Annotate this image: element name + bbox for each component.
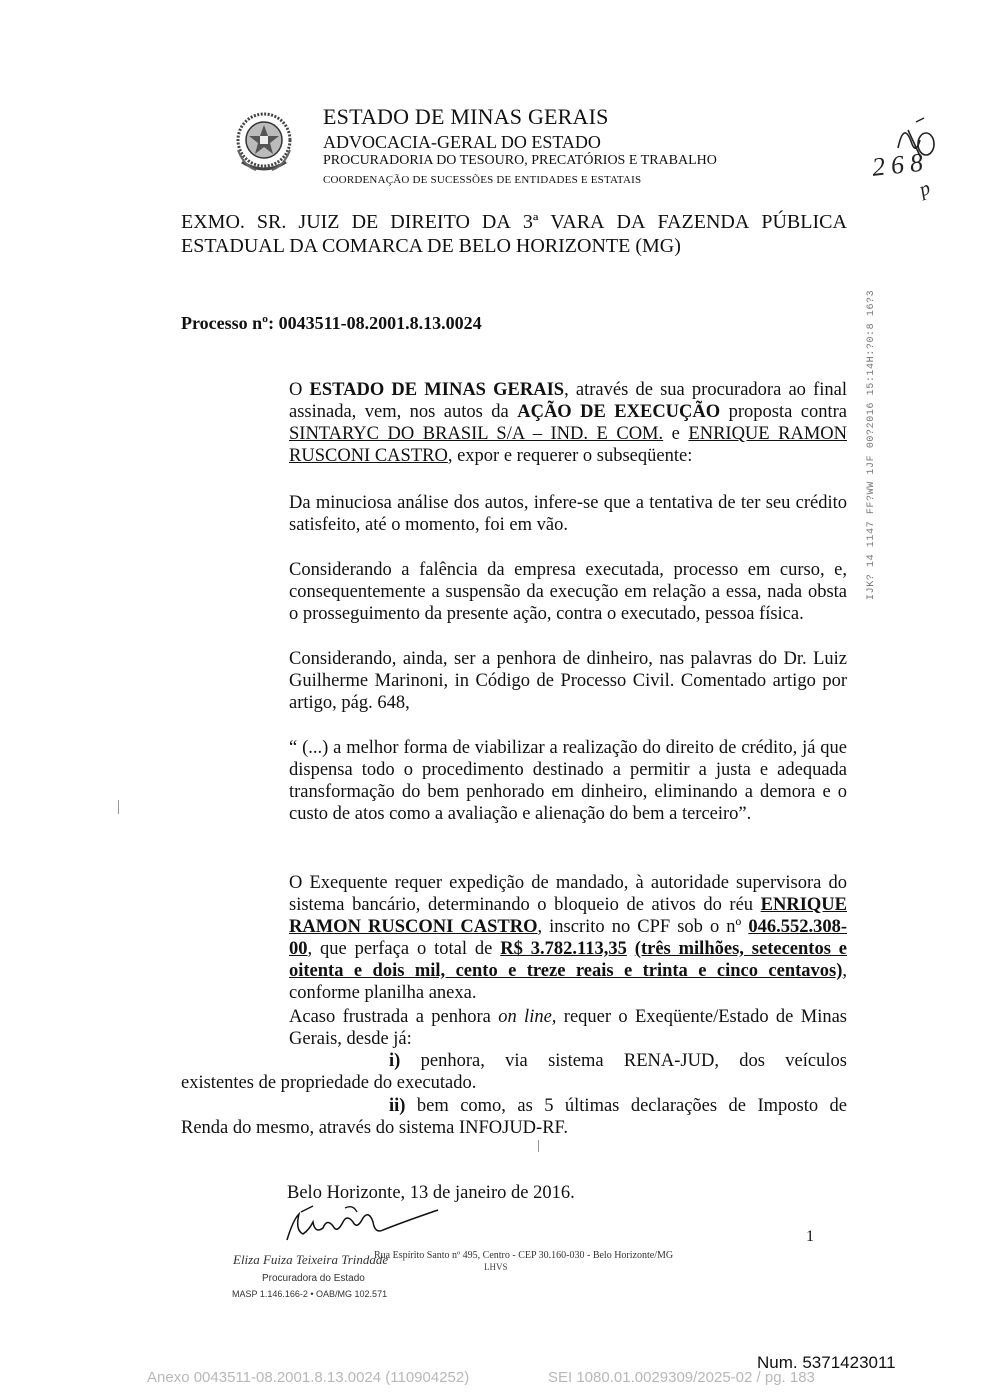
- scan-speck: [538, 1140, 539, 1152]
- paragraph-online-seizure: Acaso frustrada a penhora on line, requer o Exeqüente/Estado de Minas Gerais, desde já:: [289, 1007, 847, 1049]
- process-label: Processo nº:: [181, 313, 275, 333]
- amount-in-words: (três milhões, setecentos e oitenta e dois mil, cento e treze reais e trinta e cinco centavos): [289, 939, 848, 981]
- header-procuradoria: PROCURADORIA DO TESOURO, PRECATÓRIOS E TRABALHO: [323, 153, 717, 168]
- page-number: 1: [806, 1228, 814, 1245]
- paragraph-request: O Exequente requer expedição de mandado, à autoridade supervisora do sistema bancário, determinando o bloqueio de ativos do réu ENRIQUE RAMON RUSCONI CASTRO, inscrito no CPF sob o nº 046.552.308-00, que perfaça o total de R$ 3.782.113,35 (três milhões, setecentos e oitenta e dois mil, cento e treze reais e trinta e cinco centavos), conforme planilha anexa.: [289, 873, 848, 1003]
- signer-role: Procuradora do Estado: [262, 1273, 365, 1284]
- paragraph-citation: Considerando, ainda, ser a penhora de dinheiro, nas palavras do Dr. Luiz Guilherme Marinoni, in Código de Processo Civil. Comentado artigo por artigo, pág. 648,: [289, 649, 847, 713]
- defendant-company: SINTARYC DO BRASIL S/A – IND. E COM.: [289, 424, 664, 444]
- amount-value: R$ 3.782.113,35: [500, 939, 627, 959]
- typist-initials: LHVS: [484, 1262, 508, 1272]
- paragraph-analysis: Da minuciosa análise dos autos, infere-se que a tentativa de ter seu crédito satisfeito, até o momento, foi em vão.: [289, 493, 847, 535]
- header-coordenacao: COORDENAÇÃO DE SUCESSÕES DE ENTIDADES E ESTATAIS: [323, 174, 642, 186]
- protocol-stamp-text: IJK? 14 1147 FF?WW 1JF 00?2016 15:14H:?0:8 16?3: [866, 289, 877, 601]
- addressee-line-1: EXMO. SR. JUIZ DE DIREITO DA 3ª VARA DA FAZENDA PÚBLICA: [181, 211, 847, 233]
- block-quote: “ (...) a melhor forma de viabilizar a realização do direito de crédito, já que dispensa todo o procedimento destinado a permitir a justa e adequada transformação do bem penhorado em dinheiro, eliminando a demora e o custo de atos como a avaliação e alienação do bem a terceiro”.: [289, 738, 847, 824]
- item-rena-jud: i) penhora, via sistema RENA-JUD, dos veículos existentes de propriedade do executado.: [181, 1051, 847, 1093]
- protocol-stamp: [866, 270, 888, 620]
- coat-of-arms-icon: [234, 110, 294, 178]
- item-infojud: ii) bem como, as 5 últimas declarações de Imposto de Renda do mesmo, através do sistema INFOJUD-RF.: [181, 1096, 847, 1138]
- closing-date: Belo Horizonte, 13 de janeiro de 2016.: [287, 1183, 575, 1203]
- defendant-person: ENRIQUE RAMON RUSCONI CASTRO: [289, 424, 847, 466]
- paragraph-intro: O ESTADO DE MINAS GERAIS, através de sua procuradora ao final assinada, vem, nos autos da AÇÃO DE EXECUÇÃO proposta contra SINTARYC DO BRASIL S/A – IND. E COM. e ENRIQUE RAMON RUSCONI CASTRO, expor e requerer o subseqüente:: [289, 380, 848, 466]
- handwritten-initial: p: [916, 176, 934, 202]
- cpf-number: 046.552.308-00: [289, 917, 847, 959]
- handwritten-page-number: 268: [870, 147, 931, 182]
- addressee-line-2: ESTADUAL DA COMARCA DE BELO HORIZONTE (MG): [181, 235, 681, 257]
- header-agency: ADVOCACIA-GERAL DO ESTADO: [323, 132, 601, 152]
- addressee: [181, 210, 847, 258]
- office-address: Rua Espírito Santo nº 495, Centro - CEP 30.160-030 - Belo Horizonte/MG: [374, 1250, 674, 1261]
- defendant-name: ENRIQUE RAMON RUSCONI CASTRO: [289, 895, 847, 937]
- annex-reference: Anexo 0043511-08.2001.8.13.0024 (110904252): [147, 1369, 470, 1386]
- process-value: 0043511-08.2001.8.13.0024: [278, 313, 482, 333]
- sei-reference: SEI 1080.01.0029309/2025-02 / pg. 183: [548, 1369, 815, 1386]
- signer-name: Eliza Fuiza Teixeira Trindade: [233, 1252, 389, 1267]
- paragraph-bankruptcy: Considerando a falência da empresa executada, processo em curso, e, consequentemente a suspensão da execução em relação a essa, nada obsta o prosseguimento da presente ação, contra o executado, pessoa física.: [289, 560, 847, 624]
- header-state: ESTADO DE MINAS GERAIS: [323, 104, 609, 129]
- process-number: [181, 313, 482, 334]
- document-number: Num. 5371423011: [757, 1353, 896, 1372]
- scan-speck: [118, 800, 119, 814]
- handwritten-signature-icon: [283, 1200, 443, 1246]
- signer-registration: MASP 1.146.166-2 • OAB/MG 102.571: [232, 1289, 388, 1299]
